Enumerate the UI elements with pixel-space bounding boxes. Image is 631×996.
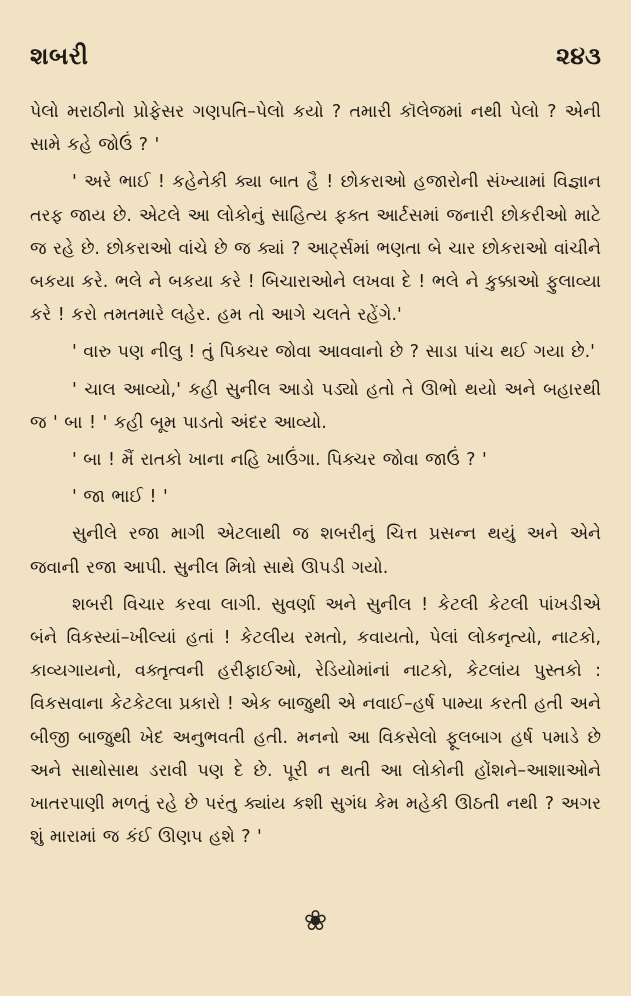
paragraph: પેલો મરાઠીનો પ્રોફેસર ગણપતિ–પેલો કયો ? તમારી કૉલેજમાં નથી પેલો ? એની સામે કહે જોઉં ? ' (30, 102, 601, 156)
paragraph: શબરી વિચાર કરવા લાગી. સુવર્ણા અને સુનીલ ! કેટલી કેટલી પાંખડીએ બંને વિકસ્યાં–ખીલ્યાં હતાં ! કેટલીય રમતો, કવાયતો, પેલાં લોકનૃત્યો, નાટકો, કાવ્યગાયનો, વક્તૃત્વની હરીફાઈઓ, રેડિયોમાંનાં નાટકો, કેટલાંય પુસ્તકો : વિકસવાના કેટકેટલા પ્રકારો ! એક બાજુથી એ નવાઈ–હર્ષ પામ્યા કરતી હતી અને બીજી બાજુથી ખેદ અનુભવતી હતી. મનનો આ વિકસેલો ફૂલબાગ હર્ષ પમાડે છે અને સાથોસાથ ડરાવી પણ દે છે. પૂરી ન થતી આ લોકોની હોંશને–આશાઓને ખાતરપાણી મળતું રહે છે પરંતુ ક્યાંય કશી સુગંધ કેમ મહેકી ઊઠતી નથી ? અગર શું મારામાં જ કંઈ ઊણપ હશે ? ' (30, 594, 601, 848)
paragraph: ' જા ભાઈ ! ' (72, 487, 168, 508)
running-head (30, 42, 601, 76)
paragraph: સુનીલે રજા માગી એટલાથી જ શબરીનું ચિત્ત પ્રસન્ન થયું અને એને જવાની રજા આપી. સુનીલ મિત્રો સાથે ઊપડી ગયો. (30, 524, 601, 578)
body-text (30, 96, 601, 858)
paragraph: ' વારુ પણ નીલુ ! તું પિક્ચર જોવા આવવાનો છે ? સાડા પાંચ થઈ ગયા છે.' (72, 342, 595, 363)
paragraph: ' અરે ભાઈ ! કહેનેકી ક્યા બાત હૈ ! છોકરાઓ હજારોની સંખ્યામાં વિજ્ઞાન તરફ જાય છે. એટલે આ લોકોનું સાહિત્ય ફક્ત આર્ટસમાં જનારી છોકરીઓ માટે જ રહે છે. છોકરાઓ વાંચે છે જ ક્યાં ? આર્ટ્સમાં ભણતા બે ચાર છોકરાઓ વાંચીને બકયા કરે. ભલે ને બકયા કરે ! બિચારાઓને લખવા દે ! ભલે ને કુક્કાઓ ફુલાવ્યા કરે ! કરો તમતમારે લહેર. હમ તો આગે ચલતે રહેંગે.' (30, 172, 601, 326)
paragraph: ' ચાલ આવ્યો,' કહી સુનીલ આડો પડ્યો હતો તે ઊભો થયો અને બહારથી જ ' બા ! ' કહી બૂમ પાડતો અંદર આવ્યો. (30, 379, 601, 433)
page-number: ૨૪૩ (556, 42, 601, 70)
ornament-icon: ❀ (303, 904, 328, 937)
paragraph: ' બા ! મૈં રાતકો ખાના નહિ ખાઉંગા. પિક્ચર જોવા જાઉં ? ' (72, 450, 487, 471)
chapter-title: શબરી (30, 42, 89, 70)
